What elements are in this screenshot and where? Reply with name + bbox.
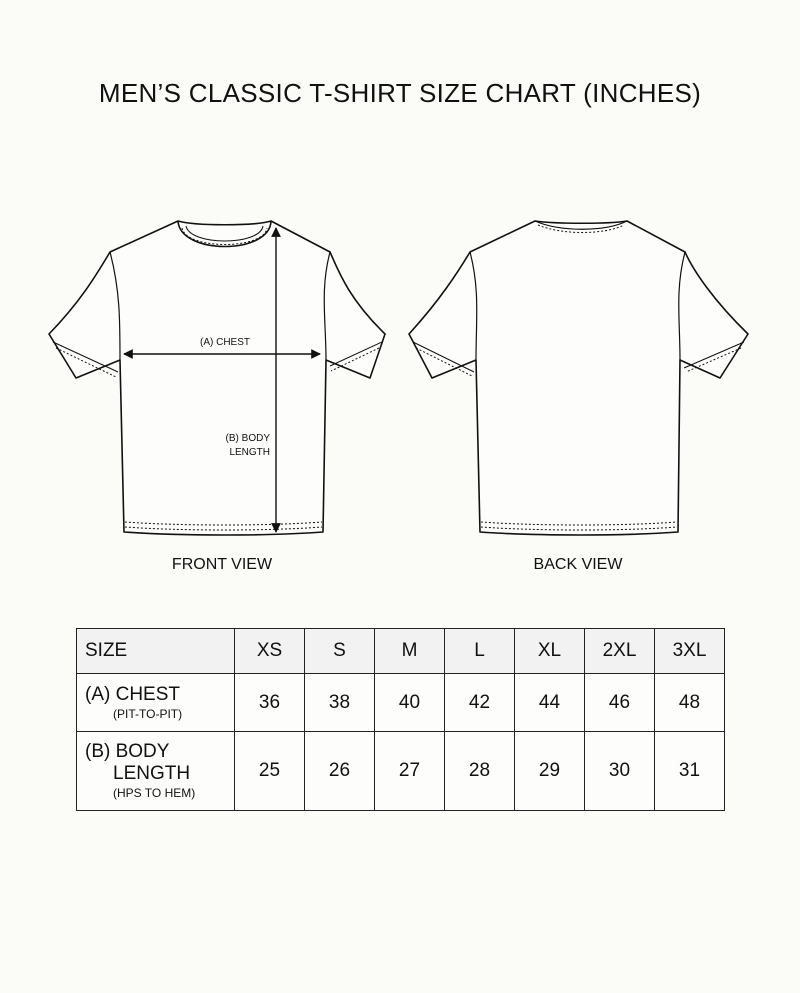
- size-header-s: S: [305, 629, 375, 674]
- chest-row-title: (A) CHEST: [85, 683, 180, 705]
- size-header-l: L: [445, 629, 515, 674]
- length-value-xs: 25: [235, 732, 305, 811]
- size-chart-table: [76, 628, 725, 811]
- body-length-row-title-line2: LENGTH: [113, 763, 191, 784]
- size-header-3xl: 3XL: [655, 629, 725, 674]
- length-value-l: 28: [445, 732, 515, 811]
- body-length-label-line2: LENGTH: [229, 447, 270, 458]
- body-length-row-label: [77, 732, 235, 811]
- back-view-caption: BACK VIEW: [533, 556, 623, 573]
- size-header-xl: XL: [515, 629, 585, 674]
- table-row-body-length: [77, 732, 725, 811]
- chest-value-xl: 44: [515, 674, 585, 732]
- body-length-label-line1: (B) BODY: [225, 433, 270, 444]
- chest-value-l: 42: [445, 674, 515, 732]
- back-tshirt-drawing: [409, 221, 748, 535]
- chest-value-m: 40: [375, 674, 445, 732]
- chest-row-label: [77, 674, 235, 732]
- size-header-cell: SIZE: [77, 629, 235, 674]
- length-value-s: 26: [305, 732, 375, 811]
- length-value-3xl: 31: [655, 732, 725, 811]
- front-tshirt-outline: [49, 221, 385, 535]
- chest-measure-label: (A) CHEST: [200, 337, 250, 348]
- length-value-m: 27: [375, 732, 445, 811]
- table-header-row: [77, 629, 725, 674]
- table-row-chest: [77, 674, 725, 732]
- chest-value-2xl: 46: [585, 674, 655, 732]
- size-header-xs: XS: [235, 629, 305, 674]
- length-value-2xl: 30: [585, 732, 655, 811]
- length-value-xl: 29: [515, 732, 585, 811]
- chest-row-sublabel: (PIT-TO-PIT): [113, 706, 183, 721]
- front-view-caption: FRONT VIEW: [171, 556, 273, 573]
- chest-value-s: 38: [305, 674, 375, 732]
- chest-value-3xl: 48: [655, 674, 725, 732]
- back-tshirt-outline: [409, 221, 748, 535]
- chest-value-xs: 36: [235, 674, 305, 732]
- tshirt-diagram: [0, 200, 800, 600]
- size-header-m: M: [375, 629, 445, 674]
- front-tshirt-drawing: [49, 221, 385, 535]
- body-length-row-sublabel: (HPS TO HEM): [113, 786, 196, 800]
- body-length-measure-label: [200, 432, 270, 460]
- page-title: MEN’S CLASSIC T-SHIRT SIZE CHART (INCHES): [98, 78, 702, 108]
- body-length-row-title-line1: (B) BODY: [85, 741, 170, 762]
- size-header-2xl: 2XL: [585, 629, 655, 674]
